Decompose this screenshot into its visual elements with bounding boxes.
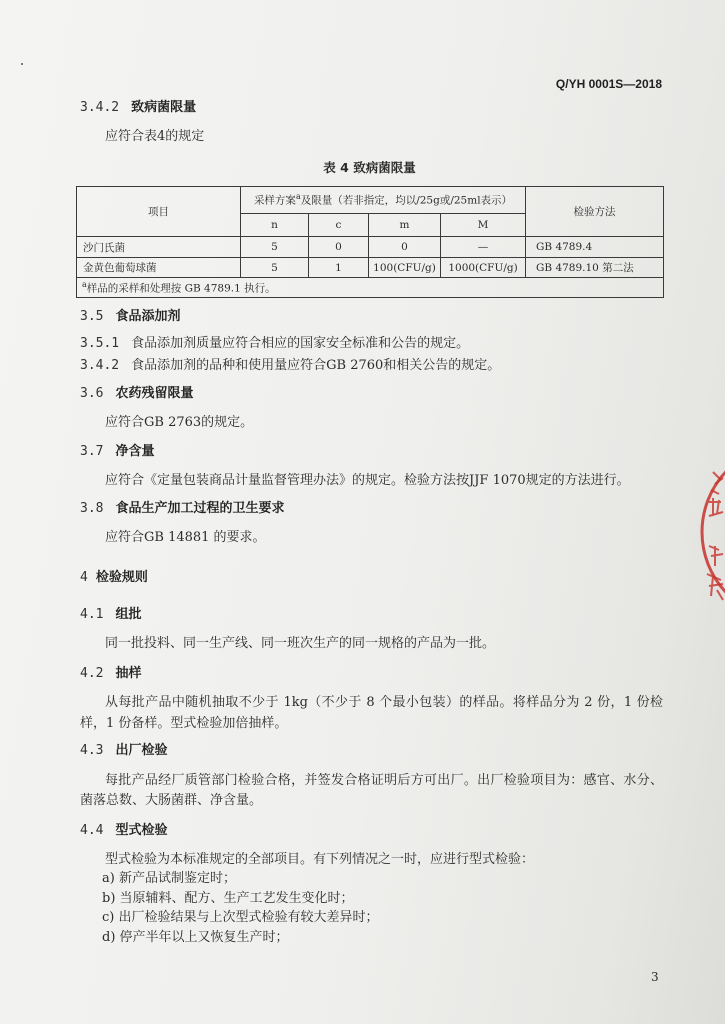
clause-number: 3.5.1 bbox=[80, 336, 120, 351]
clause-text: 食品添加剂质量应符合相应的国家安全标准和公告的规定。 bbox=[131, 336, 470, 351]
section-number: 4.4 bbox=[80, 823, 104, 838]
chapter-title: 检验规则 bbox=[95, 570, 148, 585]
table-row bbox=[77, 258, 664, 278]
section-title: 食品添加剂 bbox=[115, 309, 181, 324]
list-item: c) 出厂检验结果与上次型式检验有较大差异时； bbox=[102, 910, 379, 925]
plan-label-rest: 及限量（若非指定，均以/25g或/25ml表示） bbox=[300, 194, 513, 207]
pathogen-limit-table bbox=[76, 186, 664, 298]
section-3-7-heading bbox=[80, 444, 155, 460]
section-3-8-heading bbox=[80, 501, 285, 517]
table-footnote-row bbox=[77, 278, 664, 298]
sub-header-c: c bbox=[309, 214, 369, 237]
sub-header-M: M bbox=[441, 214, 526, 237]
section-title: 食品生产加工过程的卫生要求 bbox=[115, 501, 285, 516]
section-4-3-heading bbox=[80, 743, 168, 759]
cell-item: 沙门氏菌 bbox=[77, 237, 241, 258]
section-title: 农药残留限量 bbox=[115, 386, 194, 401]
section-4-2-text: 从每批产品中随机抽取不少于 1kg（不少于 8 个最小包装）的样品。将样品分为 2 份，1 份检样，1 份备样。型式检验加倍抽样。 bbox=[80, 695, 663, 731]
section-4-4-heading bbox=[80, 823, 168, 839]
footnote-marker: a bbox=[295, 192, 301, 201]
section-3-5-heading bbox=[80, 309, 181, 325]
section-number: 4.1 bbox=[80, 607, 104, 622]
sub-header-m: m bbox=[369, 214, 441, 237]
table-footnote bbox=[77, 278, 664, 298]
section-4-3-text: 每批产品经厂质管部门检验合格，并签发合格证明后方可出厂。出厂检验项目为：感官、水分、菌落总数、大肠菌群、净含量。 bbox=[80, 773, 663, 808]
page-number: 3 bbox=[651, 970, 659, 984]
section-number: 3.4.2 bbox=[80, 100, 120, 115]
section-3-8-text: 应符合GB 14881 的要求。 bbox=[105, 530, 266, 545]
chapter-number: 4 bbox=[80, 570, 88, 585]
section-4-1-text: 同一批投料、同一生产线、同一班次生产的同一规格的产品为一批。 bbox=[105, 636, 496, 651]
chapter-4-heading bbox=[80, 570, 148, 586]
section-3-4-2-additive-clause bbox=[80, 358, 500, 374]
section-number: 3.5 bbox=[80, 309, 104, 324]
cell-item: 金黄色葡萄球菌 bbox=[77, 258, 241, 278]
section-number: 3.8 bbox=[80, 501, 104, 516]
cell-c: 1 bbox=[309, 258, 369, 278]
section-title: 净含量 bbox=[115, 444, 155, 459]
table-row bbox=[77, 237, 664, 258]
sub-header-n: n bbox=[241, 214, 309, 237]
section-number: 3.7 bbox=[80, 444, 104, 459]
list-item: b) 当原辅料、配方、生产工艺发生变化时； bbox=[102, 891, 354, 906]
section-number: 3.6 bbox=[80, 386, 104, 401]
cell-n: 5 bbox=[241, 258, 309, 278]
scan-speck bbox=[21, 63, 23, 65]
cell-M: 1000(CFU/g) bbox=[441, 258, 526, 278]
section-3-6-heading bbox=[80, 386, 194, 402]
standard-code-header: Q/YH 0001S—2018 bbox=[555, 77, 662, 91]
section-3-6-text: 应符合GB 2763的规定。 bbox=[105, 415, 254, 430]
list-item: d) 停产半年以上又恢复生产时； bbox=[102, 930, 289, 945]
section-title: 组批 bbox=[115, 607, 142, 622]
col-header-method: 检验方法 bbox=[526, 187, 664, 237]
cell-M: — bbox=[441, 237, 526, 258]
cell-method: GB 4789.4 bbox=[526, 237, 664, 258]
section-number: 4.2 bbox=[80, 666, 104, 681]
section-4-4-text: 型式检验为本标准规定的全部项目。有下列情况之一时，应进行型式检验： bbox=[105, 852, 535, 867]
red-seal-stamp bbox=[695, 450, 725, 615]
section-title: 型式检验 bbox=[115, 823, 168, 838]
section-3-4-2-heading bbox=[80, 100, 196, 116]
cell-m: 0 bbox=[369, 237, 441, 258]
section-title: 出厂检验 bbox=[115, 743, 168, 758]
clause-number: 3.4.2 bbox=[80, 358, 120, 373]
section-number: 4.3 bbox=[80, 743, 104, 758]
footnote-text: 样品的采样和处理按 GB 4789.1 执行。 bbox=[86, 282, 276, 295]
section-3-4-2-text: 应符合表4的规定 bbox=[105, 129, 205, 144]
section-title: 抽样 bbox=[115, 666, 142, 681]
col-header-item: 项目 bbox=[77, 187, 241, 237]
plan-label: 采样方案 bbox=[253, 194, 296, 207]
section-3-7-text: 应符合《定量包装商品计量监督管理办法》的规定。检验方法按JJF 1070规定的方法进行。 bbox=[105, 473, 630, 488]
section-4-2-heading bbox=[80, 666, 142, 682]
footnote-marker: a bbox=[82, 279, 87, 289]
table-caption: 表 4 致病菌限量 bbox=[323, 160, 416, 175]
cell-m: 100(CFU/g) bbox=[369, 258, 441, 278]
section-title: 致病菌限量 bbox=[131, 100, 197, 115]
cell-c: 0 bbox=[309, 237, 369, 258]
col-header-sampling-plan bbox=[241, 187, 526, 214]
section-3-5-1 bbox=[80, 336, 469, 352]
list-item: a) 新产品试制鉴定时； bbox=[102, 871, 236, 886]
cell-method: GB 4789.10 第二法 bbox=[526, 258, 664, 278]
clause-text: 食品添加剂的品种和使用量应符合GB 2760和相关公告的规定。 bbox=[131, 358, 501, 373]
section-4-1-heading bbox=[80, 607, 142, 623]
cell-n: 5 bbox=[241, 237, 309, 258]
